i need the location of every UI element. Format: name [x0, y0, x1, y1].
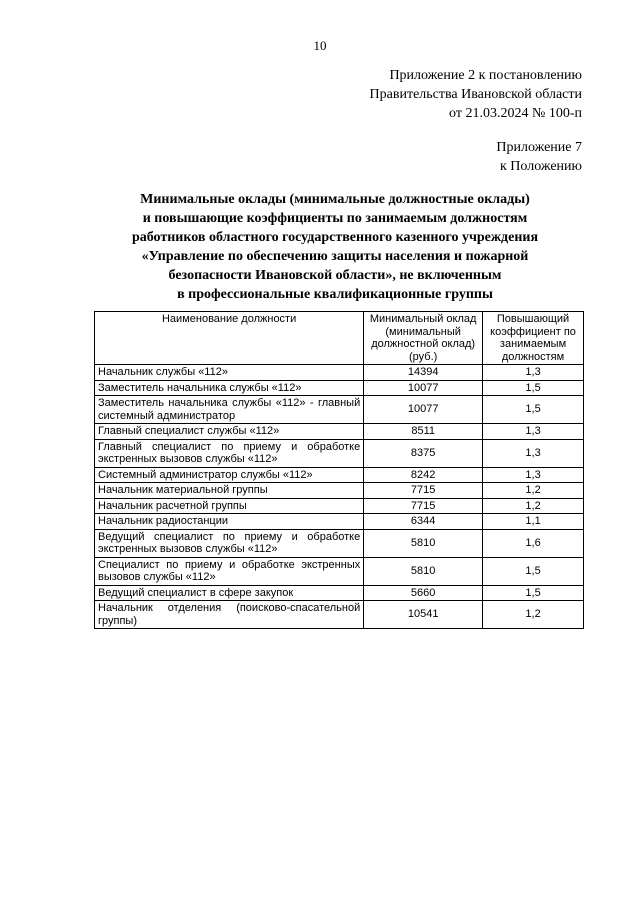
cell-salary: 10077: [364, 380, 483, 396]
annex-sub-line2: к Положению: [499, 159, 582, 174]
cell-position: Начальник расчетной группы: [95, 498, 364, 514]
cell-position: Системный администратор службы «112»: [95, 467, 364, 483]
cell-position: Главный специалист по приему и обработке экстренных вызовов службы «112»: [95, 439, 364, 467]
table-row: [95, 557, 584, 585]
title-line: и повышающие коэффициенты по занимаемым должностям: [142, 211, 528, 226]
table-row: [95, 467, 584, 483]
table-row: [95, 585, 584, 601]
header-position: Наименование должности: [95, 312, 364, 365]
cell-coefficient: 1,5: [483, 585, 584, 601]
title-line: в профессиональные квалификационные группы: [177, 287, 493, 302]
cell-salary: 10077: [364, 396, 483, 424]
cell-salary: 5810: [364, 557, 483, 585]
title-line: работников областного государственного казенного учреждения: [131, 230, 539, 245]
annex-main-line1: Приложение 2 к постановлению: [389, 68, 582, 83]
table-row: [95, 439, 584, 467]
cell-coefficient: 1,3: [483, 424, 584, 440]
table-row: [95, 498, 584, 514]
table-row: [95, 380, 584, 396]
cell-salary: 7715: [364, 498, 483, 514]
annex-main-block: [370, 66, 582, 123]
cell-coefficient: 1,1: [483, 514, 584, 530]
cell-coefficient: 1,3: [483, 365, 584, 381]
table-row: [95, 365, 584, 381]
cell-coefficient: 1,2: [483, 498, 584, 514]
cell-salary: 14394: [364, 365, 483, 381]
salary-table: [94, 311, 584, 629]
cell-salary: 10541: [364, 601, 483, 629]
cell-salary: 5660: [364, 585, 483, 601]
table-row: [95, 396, 584, 424]
cell-coefficient: 1,2: [483, 483, 584, 499]
cell-position: Ведущий специалист по приему и обработке экстренных вызовов службы «112»: [95, 529, 364, 557]
cell-coefficient: 1,3: [483, 439, 584, 467]
header-salary: Минимальный оклад (минимальный должностной оклад) (руб.): [364, 312, 483, 365]
cell-position: Специалист по приему и обработке экстренных вызовов службы «112»: [95, 557, 364, 585]
table-row: [95, 601, 584, 629]
cell-salary: 5810: [364, 529, 483, 557]
cell-salary: 7715: [364, 483, 483, 499]
annex-main-line3: от 21.03.2024 № 100-п: [449, 106, 582, 121]
cell-position: Ведущий специалист в сфере закупок: [95, 585, 364, 601]
cell-position: Начальник радиостанции: [95, 514, 364, 530]
cell-coefficient: 1,2: [483, 601, 584, 629]
annex-sub-block: [496, 138, 582, 176]
cell-coefficient: 1,3: [483, 467, 584, 483]
cell-position: Начальник материальной группы: [95, 483, 364, 499]
title-line: Минимальные оклады (минимальные должностные оклады): [140, 192, 530, 207]
cell-salary: 8511: [364, 424, 483, 440]
cell-salary: 8375: [364, 439, 483, 467]
cell-position: Заместитель начальника службы «112»: [95, 380, 364, 396]
cell-position: Заместитель начальника службы «112» - главный системный администратор: [95, 396, 364, 424]
cell-coefficient: 1,5: [483, 557, 584, 585]
cell-coefficient: 1,6: [483, 529, 584, 557]
title-line: безопасности Ивановской области», не включенным: [168, 268, 502, 283]
table-row: [95, 514, 584, 530]
annex-main-line2: Правительства Ивановской области: [369, 87, 582, 102]
table-row: [95, 529, 584, 557]
table-header-row: [95, 312, 584, 365]
title-line: «Управление по обеспечению защиты населения и пожарной: [141, 249, 529, 264]
annex-sub-line1: Приложение 7: [496, 140, 582, 155]
table-row: [95, 483, 584, 499]
cell-salary: 8242: [364, 467, 483, 483]
cell-coefficient: 1,5: [483, 380, 584, 396]
cell-position: Начальник службы «112»: [95, 365, 364, 381]
table-row: [95, 424, 584, 440]
document-title: [90, 190, 580, 304]
cell-position: Главный специалист службы «112»: [95, 424, 364, 440]
cell-coefficient: 1,5: [483, 396, 584, 424]
page-number: 10: [313, 38, 327, 53]
header-coefficient: Повышающий коэффициент по занимаемым должностям: [483, 312, 584, 365]
cell-salary: 6344: [364, 514, 483, 530]
cell-position: Начальник отделения (поисково-спасательной группы): [95, 601, 364, 629]
